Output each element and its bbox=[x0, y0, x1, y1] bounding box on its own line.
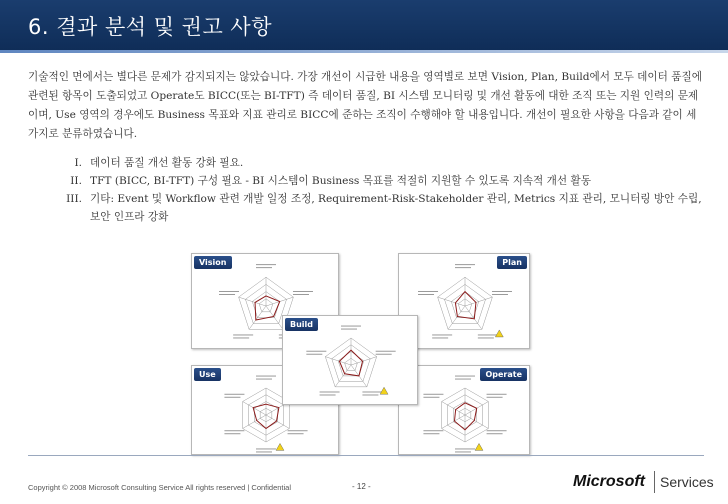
list-item bbox=[58, 172, 708, 190]
radar-axis-label-placeholder bbox=[362, 391, 382, 392]
radar-axis-label-placeholder bbox=[256, 448, 276, 449]
radar-axis-label-placeholder bbox=[487, 397, 503, 398]
list-number: III. bbox=[66, 193, 82, 205]
use-tag: Use bbox=[194, 368, 221, 381]
radar-axis-label-placeholder bbox=[492, 294, 508, 295]
radar-axis-label-placeholder bbox=[293, 291, 313, 292]
footer-divider bbox=[28, 455, 704, 456]
list-number: I. bbox=[74, 157, 82, 169]
radar-axis-label-placeholder bbox=[418, 294, 434, 295]
radar-axis-label-placeholder bbox=[219, 291, 239, 292]
logo-product: Services bbox=[660, 474, 714, 490]
list-text: 데이터 품질 개선 활동 강화 필요. bbox=[90, 157, 244, 169]
radar-axis-label-placeholder bbox=[432, 337, 448, 338]
radar-axis-label-placeholder bbox=[423, 433, 439, 434]
logo-separator bbox=[654, 471, 655, 493]
warning-icon bbox=[380, 387, 388, 394]
radar-axis-label-placeholder bbox=[487, 433, 503, 434]
radar-axis-label-placeholder bbox=[418, 291, 438, 292]
radar-axis-label-placeholder bbox=[341, 329, 357, 330]
radar-axis-label-placeholder bbox=[224, 430, 244, 431]
warning-icon bbox=[276, 443, 284, 450]
list-number: II. bbox=[70, 175, 82, 187]
list-item bbox=[58, 154, 708, 172]
radar-axis-label-placeholder bbox=[341, 326, 361, 327]
radar-axis-label-placeholder bbox=[288, 430, 308, 431]
footer-copyright: Copyright © 2008 Microsoft Consulting Service All rights reserved | Confidential bbox=[28, 483, 292, 492]
warning-icon bbox=[475, 443, 483, 450]
radar-axis-label-placeholder bbox=[432, 334, 452, 335]
radar-axis-label-placeholder bbox=[478, 337, 494, 338]
radar-axis-label-placeholder bbox=[487, 430, 507, 431]
radar-axis-label-placeholder bbox=[233, 337, 249, 338]
radar-axis-label-placeholder bbox=[306, 351, 326, 352]
vision-tag: Vision bbox=[194, 256, 232, 269]
radar-axis-label-placeholder bbox=[224, 394, 244, 395]
recommendation-list bbox=[58, 154, 708, 226]
list-text: TFT (BICC, BI-TFT) 구성 필요 - BI 시스템이 Business 목표를 적절히 지원할 수 있도록 지속적 개선 활동 bbox=[90, 175, 591, 187]
radar-axis-label-placeholder bbox=[423, 397, 439, 398]
page-number: - 12 - bbox=[352, 482, 371, 491]
radar-axis-label-placeholder bbox=[478, 334, 498, 335]
microsoft-services-logo bbox=[573, 467, 714, 497]
radar-axis-label-placeholder bbox=[423, 394, 443, 395]
radar-axis-label-placeholder bbox=[492, 291, 512, 292]
radar-axis-label-placeholder bbox=[224, 433, 240, 434]
page-title: 6. 결과 분석 및 권고 사항 bbox=[28, 15, 272, 39]
intro-paragraph: 기술적인 면에서는 별다른 문제가 감지되지는 않았습니다. 가장 개선이 시급한 내용을 영역별로 보면 Vision, Plan, Build에서 모두 데이터 품질에 관련된 항목이 도출되었고 Operate도 BICC(또는 BI-TFT) 즉 데이터 품질, BI 시스템 모니터링 및 개선 활동에 대한 조직 또는 지원 인력의 문제이며, Use 영역의 경우에도 Business 목표와 지표 관리로 BICC에 준하는 조직이 수행해야 할 내용입니다. 개선이 필요한 사항을 다음과 같이 세 가지로 분류하였습니다. bbox=[28, 71, 702, 140]
radar-axis-label-placeholder bbox=[455, 376, 475, 377]
radar-axis-label-placeholder bbox=[256, 264, 276, 265]
radar-axis-label-placeholder bbox=[256, 267, 272, 268]
radar-axis-label-placeholder bbox=[376, 351, 396, 352]
logo-brand: Microsoft bbox=[573, 473, 645, 490]
list-text: 기타: Event 및 Workflow 관련 개발 일정 조정, Requirement-Risk-Stakeholder 관리, Metrics 지표 관리, 모니터링 방안 수립, 보안 인프라 강화 bbox=[90, 193, 702, 223]
radar-axis-label-placeholder bbox=[256, 451, 272, 452]
radar-axis-label-placeholder bbox=[306, 354, 322, 355]
radar-axis-label-placeholder bbox=[423, 430, 443, 431]
radar-axis-label-placeholder bbox=[224, 397, 240, 398]
build-radar-panel bbox=[282, 315, 418, 405]
radar-axis-label-placeholder bbox=[455, 448, 475, 449]
operate-tag: Operate bbox=[480, 368, 527, 381]
radar-series bbox=[454, 403, 476, 430]
radar-axis-label-placeholder bbox=[256, 376, 276, 377]
radar-axis-label-placeholder bbox=[376, 354, 392, 355]
radar-axis-label-placeholder bbox=[320, 391, 340, 392]
radar-axis-label-placeholder bbox=[455, 379, 471, 380]
warning-icon bbox=[495, 330, 503, 337]
radar-axis-label-placeholder bbox=[293, 294, 309, 295]
radar-axis-label-placeholder bbox=[233, 334, 253, 335]
radar-axis-label-placeholder bbox=[288, 433, 304, 434]
radar-axis-label-placeholder bbox=[256, 379, 272, 380]
list-item bbox=[58, 190, 708, 226]
radar-axis-label-placeholder bbox=[455, 267, 471, 268]
radar-axis-label-placeholder bbox=[455, 264, 475, 265]
radar-axis-label-placeholder bbox=[320, 394, 336, 395]
radar-axis-label-placeholder bbox=[487, 394, 507, 395]
title-underline bbox=[0, 50, 728, 53]
plan-tag: Plan bbox=[497, 256, 527, 269]
build-tag: Build bbox=[285, 318, 318, 331]
radar-axis-label-placeholder bbox=[362, 394, 378, 395]
radar-axis-label-placeholder bbox=[455, 451, 471, 452]
radar-axis-label-placeholder bbox=[219, 294, 235, 295]
